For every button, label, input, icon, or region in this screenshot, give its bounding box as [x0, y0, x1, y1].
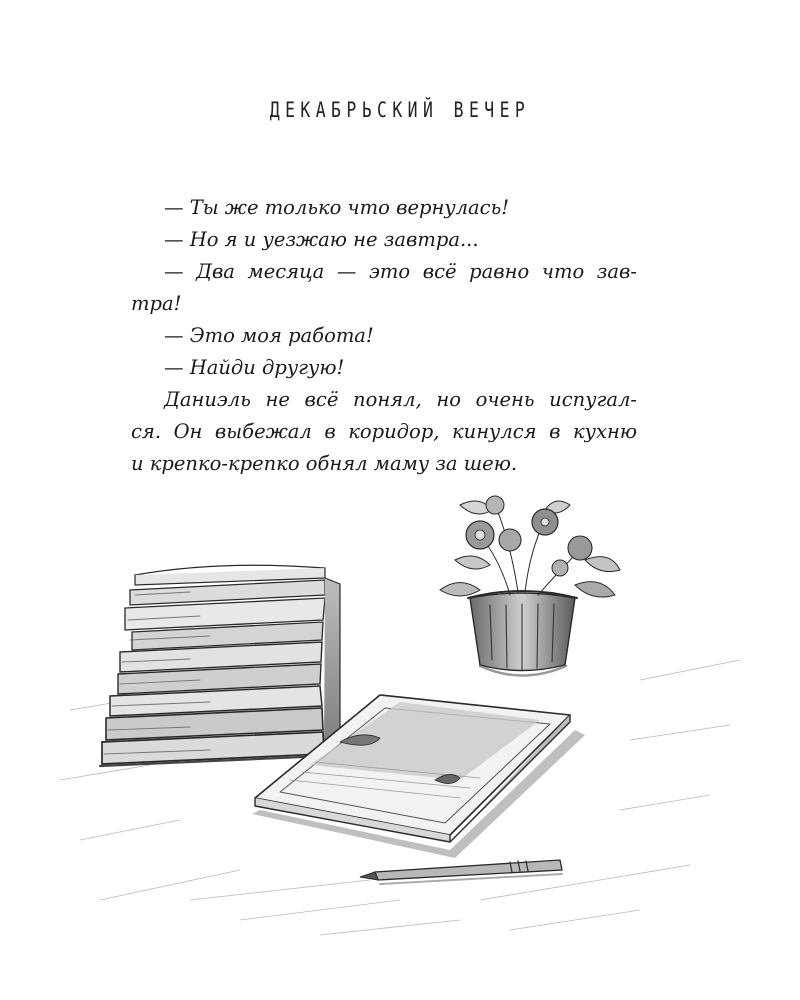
story-text — [131, 192, 637, 480]
paragraph-line: и крепко-крепко обнял маму за шею. — [131, 452, 518, 475]
dialogue-line: — Найди другую! — [164, 356, 345, 379]
chapter-title: ДЕКАБРЬСКИЙ ВЕЧЕР — [269, 98, 531, 122]
paragraph-line: Даниэль не всё понял, но очень испугал- — [164, 388, 637, 411]
dialogue-line: — Ты же только что вернулась! — [164, 196, 510, 219]
paragraph-line: ся. Он выбежал в коридор, кинулся в кухню — [131, 420, 637, 443]
dialogue-line: — Это моя работа! — [164, 324, 374, 347]
sketch-illustration — [40, 480, 760, 960]
dialogue-line: — Два месяца — это всё равно что зав- — [164, 260, 637, 283]
dialogue-line: — Но я и уезжаю не завтра... — [164, 228, 479, 251]
book-stack — [100, 565, 340, 766]
potted-plant — [440, 496, 620, 676]
pen — [360, 860, 562, 884]
dialogue-line: тра! — [131, 292, 182, 315]
